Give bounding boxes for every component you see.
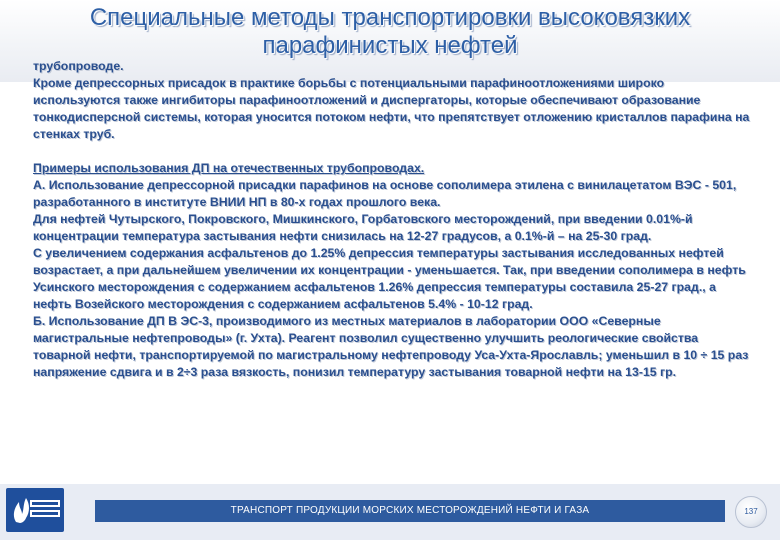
gazprom-logo-icon [6, 488, 64, 532]
examples-heading: Примеры использования ДП на отечественных трубопроводах. [33, 161, 425, 175]
body-paragraph-4: Для нефтей Чутырского, Покровского, Мишкинского, Горбатовского месторождений, при введении 0.01%-й концентрации температура застывания нефти снизилась на 12-27 градусов, а 0.1%-й – на 25-30 град. [33, 212, 693, 243]
body-paragraph-3: А. Использование депрессорной присадки парафинов на основе сополимера этилена с винилацетатом ВЭС - 501, разработанного в институте ВНИИ НП в 80-х годах прошлого века. [33, 178, 737, 209]
body-paragraph-1: трубопроводе. [33, 59, 124, 73]
footer-caption: ТРАНСПОРТ ПРОДУКЦИИ МОРСКИХ МЕСТОРОЖДЕНИЙ НЕФТИ И ГАЗА [95, 500, 725, 522]
slide-body [33, 58, 751, 381]
slide-title [0, 4, 780, 60]
page-number: 137 [735, 496, 767, 528]
body-paragraph-2: Кроме депрессорных присадок в практике борьбы с потенциальными парафиноотложениями широко используются также ингибиторы парафиноотложений и диспергаторы, которые обеспечивают образование тонкодисперсной системы, которая уносится потоком нефти, что препятствует отложению кристаллов парафина на стенках труб. [33, 76, 750, 141]
slide-title-line-2: парафинистых нефтей [262, 32, 518, 59]
body-paragraph-5: С увеличением содержания асфальтенов до 1.25% депрессия температуры застывания исследованных нефтей возрастает, а при дальнейшем увеличении их концентрации - уменьшается. Так, при введении сополимера в нефть Усинского месторождения с содержанием асфальтенов 1.26% депрессия температуры составила 25-27 град., а нефть Возейского месторождения с содержанием асфальтенов 5.4% - 10-12 град. [33, 246, 746, 311]
slide-title-line-1: Специальные методы транспортировки высоковязких [89, 4, 691, 31]
body-paragraph-6: Б. Использование ДП В ЭС-3, производимого из местных материалов в лаборатории ООО «Северные магистральные нефтепроводы» (г. Ухта). Реагент позволил существенно улучшить реологические свойства товарной нефти, транспортируемой по магистральному нефтепроводу Уса-Ухта-Ярославль; уменьшил в 10 ÷ 15 раз напряжение сдвига и в 2÷3 раза вязкость, понизил температуру застывания товарной нефти на 13-15 гр. [33, 314, 749, 379]
paragraph-gap [33, 143, 751, 160]
